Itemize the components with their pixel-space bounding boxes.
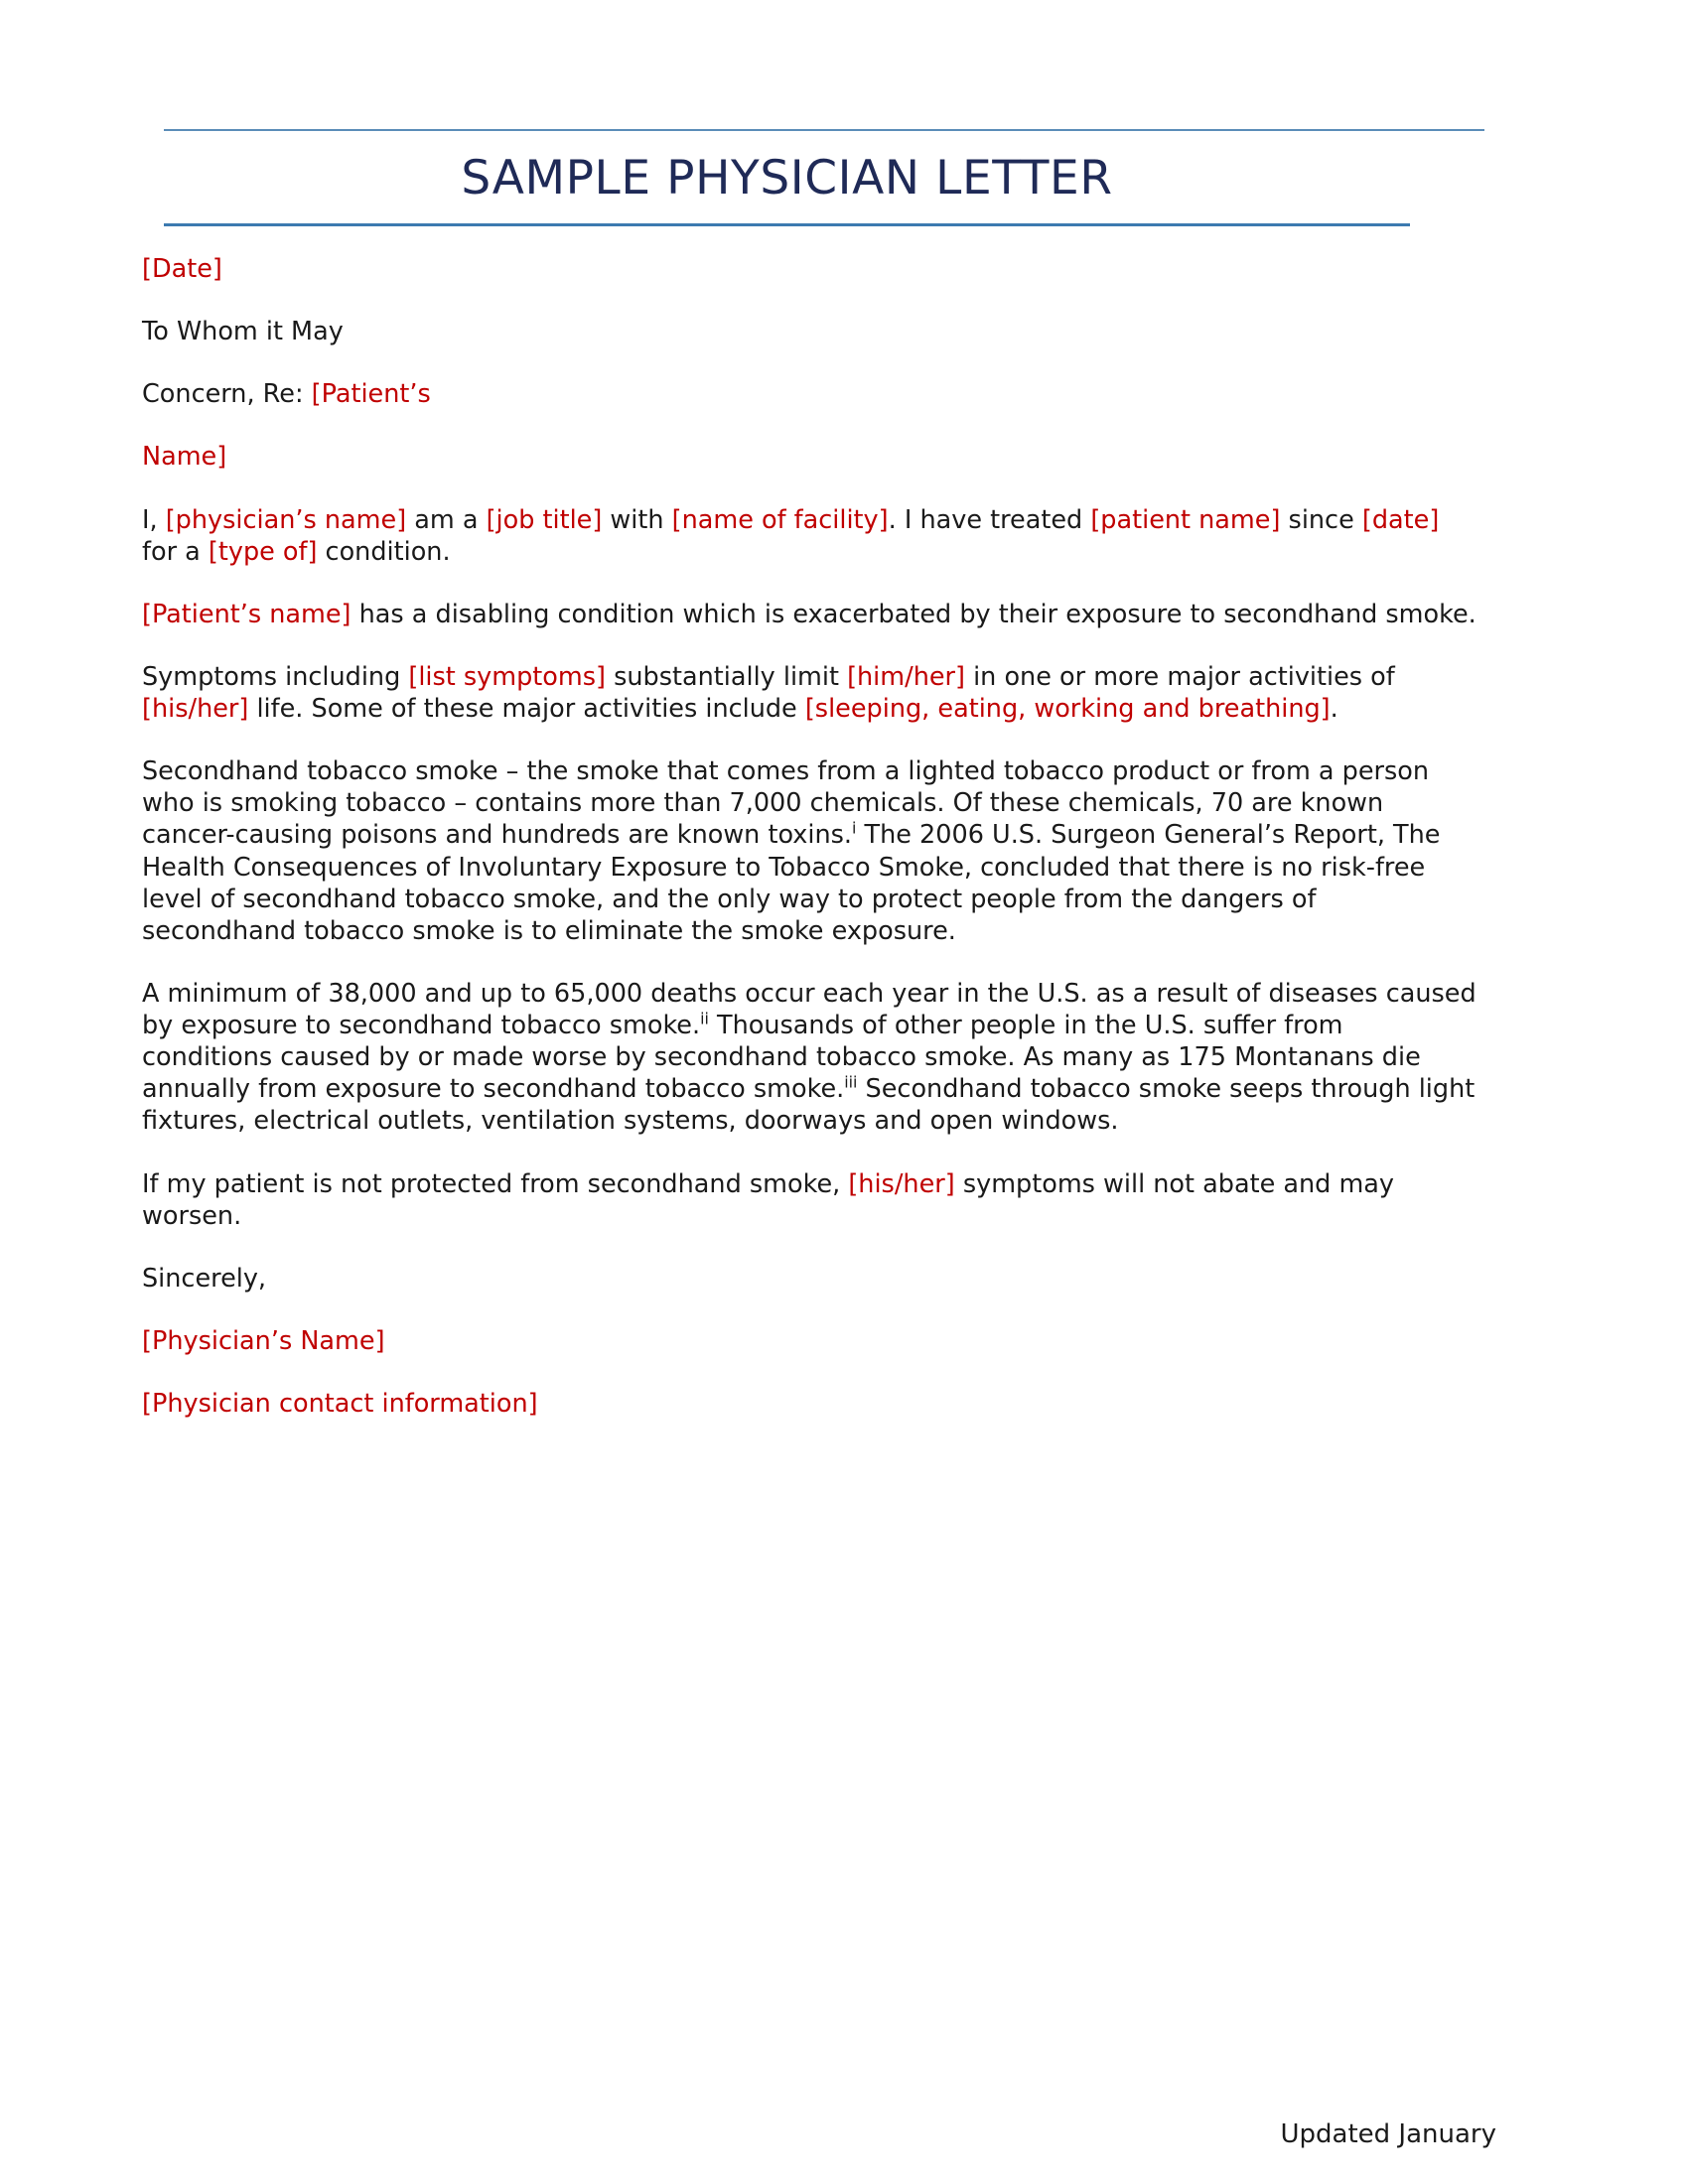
footnote-marker-ii: ii (700, 1009, 709, 1028)
title-bottom-rule (164, 223, 1410, 226)
symptoms-t5: . (1330, 694, 1338, 724)
job-title-placeholder: [job title] (486, 504, 603, 535)
date-placeholder: [Date] (142, 254, 222, 284)
condition-text: has a disabling condition which is exacerbated by their exposure to secondhand smoke. (351, 599, 1477, 629)
pronoun-placeholder-his-her: [his/her] (142, 694, 249, 724)
intro-paragraph (142, 504, 1477, 568)
salutation-line-2 (142, 378, 1477, 410)
salutation-line-3 (142, 441, 1477, 473)
facts-paragraph (142, 755, 1477, 947)
title-block (164, 129, 1484, 226)
deaths-paragraph (142, 978, 1477, 1138)
deaths-t3: Secondhand tobacco smoke seeps through light fixtures, electrical outlets, ventilation systems, doorways and open windows. (142, 1074, 1476, 1137)
intro-t3: with (602, 504, 672, 535)
intro-t1: I, (142, 504, 166, 535)
closing-t1: If my patient is not protected from secondhand smoke, (142, 1168, 849, 1199)
footer-updated-text: Updated January (1280, 2118, 1496, 2149)
facts-t2: The 2006 U.S. Surgeon General’s Report, The Health Consequences of Involuntary Exposure to Tobacco Smoke, concluded that there is no risk-free level of secondhand tobacco smoke, and the only way to protect people from the dangers of secondhand tobacco smoke is to eliminate the smoke exposure. (142, 820, 1441, 946)
intro-t4: . I have treated (888, 504, 1091, 535)
symptoms-t2: substantially limit (605, 661, 848, 692)
symptoms-paragraph (142, 661, 1477, 725)
list-symptoms-placeholder: [list symptoms] (408, 661, 606, 692)
physician-name-signature-placeholder: [Physician’s Name] (142, 1325, 385, 1356)
salutation-text: To Whom it May (142, 317, 344, 347)
symptoms-t1: Symptoms including (142, 661, 409, 692)
physician-contact-paragraph (142, 1388, 1477, 1420)
condition-paragraph (142, 599, 1477, 630)
physician-name-paragraph (142, 1325, 1477, 1357)
condition-type-placeholder: [type of] (208, 536, 318, 567)
intro-t5: since (1280, 504, 1362, 535)
date-placeholder-paragraph (142, 253, 1477, 285)
deaths-t2: Thousands of other people in the U.S. suffer from conditions caused by or made worse by secondhand tobacco smoke. As many as 175 Montanans die annually from exposure to secondhand tobacco smoke. (142, 1011, 1421, 1105)
symptoms-t3: in one or more major activities of (964, 661, 1395, 692)
intro-t2: am a (406, 504, 487, 535)
signoff-text: Sincerely, (142, 1263, 267, 1294)
salutation-line-1 (142, 316, 1477, 347)
deaths-t1: A minimum of 38,000 and up to 65,000 deaths occur each year in the U.S. as a result of diseases caused by exposure to secondhand tobacco smoke. (142, 978, 1477, 1040)
patient-name-placeholder-intro: [patient name] (1090, 504, 1281, 535)
patient-name-placeholder-open: [Patient’s (311, 379, 431, 410)
symptoms-t4: life. Some of these major activities include (248, 694, 805, 724)
major-activities-placeholder: [sleeping, eating, working and breathing] (804, 694, 1331, 724)
closing-paragraph (142, 1168, 1477, 1232)
treatment-date-placeholder: [date] (1361, 504, 1440, 535)
signoff-paragraph (142, 1263, 1477, 1295)
patient-name-placeholder-condition: [Patient’s name] (142, 599, 352, 629)
facts-t1: Secondhand tobacco smoke – the smoke that comes from a lighted tobacco product or from a person who is smoking tobacco – contains more than 7,000 chemicals. Of these chemicals, 70 are known cancer-causing poisons and hundreds are known toxins. (142, 756, 1430, 851)
physician-contact-placeholder: [Physician contact information] (142, 1389, 538, 1419)
pronoun-placeholder-closing: [his/her] (848, 1168, 955, 1199)
footnote-marker-iii: iii (844, 1072, 858, 1092)
footnote-marker-i: i (852, 818, 857, 838)
salutation-re-label: Concern, Re: (142, 379, 312, 410)
patient-name-placeholder-close: Name] (142, 442, 227, 473)
intro-t7: condition. (317, 536, 451, 567)
facility-name-placeholder: [name of facility] (671, 504, 889, 535)
closing-t2: symptoms will not abate and may worsen. (142, 1168, 1395, 1231)
letter-body (142, 253, 1477, 1450)
pronoun-placeholder-him-her: [him/her] (847, 661, 965, 692)
page-title: SAMPLE PHYSICIAN LETTER (461, 151, 1113, 205)
intro-t6: for a (142, 536, 209, 567)
physician-name-placeholder: [physician’s name] (165, 504, 407, 535)
page-footer (1281, 2119, 1497, 2150)
